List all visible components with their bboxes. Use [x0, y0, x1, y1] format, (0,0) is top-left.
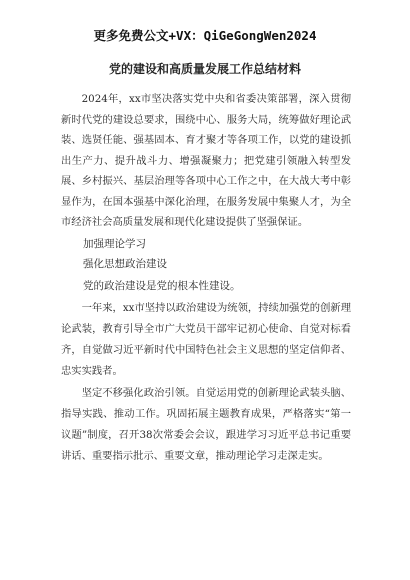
paragraph-intro: 2024年，xx市坚决落实党中央和省委决策部署，深入贯彻新时代党的建设总要求，围绕中心、服务大局，统筹做好理论武装、选贤任能、强基固本、育才聚才等各项工作，以党的建设抓出生产力、提升战斗力、增强凝聚力；把党建引领融入转型发展、乡村振兴、基层治理等各项中心工作之中，在大战大考中彰显作为，在国本强基中深化治理，在服务发展中集聚人才，为全市经济社会高质量发展和现代化建设提供了坚强保证。 [61, 93, 351, 228]
subsection-lead: 党的政治建设是党的根本性建设。 [83, 280, 241, 292]
promo-header: 更多免费公文+VX：QiGeGongWen2024 [93, 28, 317, 43]
subsection-heading: 强化思想政治建设 [83, 258, 167, 270]
paragraph-body: 一年来，xx市坚持以政治建设为统领，持续加强党的创新理论武装，教育引导全市广大党员干部牢记初心使命、自觉对标看齐，自觉做习近平新时代中国特色社会主义思想的坚定信仰者、忠实实践者。 [61, 302, 351, 377]
document-title: 党的建设和高质量发展工作总结材料 [108, 62, 301, 76]
paragraph-body: 坚定不移强化政治引领。自觉运用党的创新理论武装头脑、指导实践、推动工作。巩固拓展主题教育成果，严格落实“第一议题”制度，召开38次常委会会议，跟进学习习近平总书记重要讲话、重要指示批示、重要文章，推动理论学习走深走实。 [61, 387, 351, 462]
section-heading: 加强理论学习 [83, 238, 146, 250]
